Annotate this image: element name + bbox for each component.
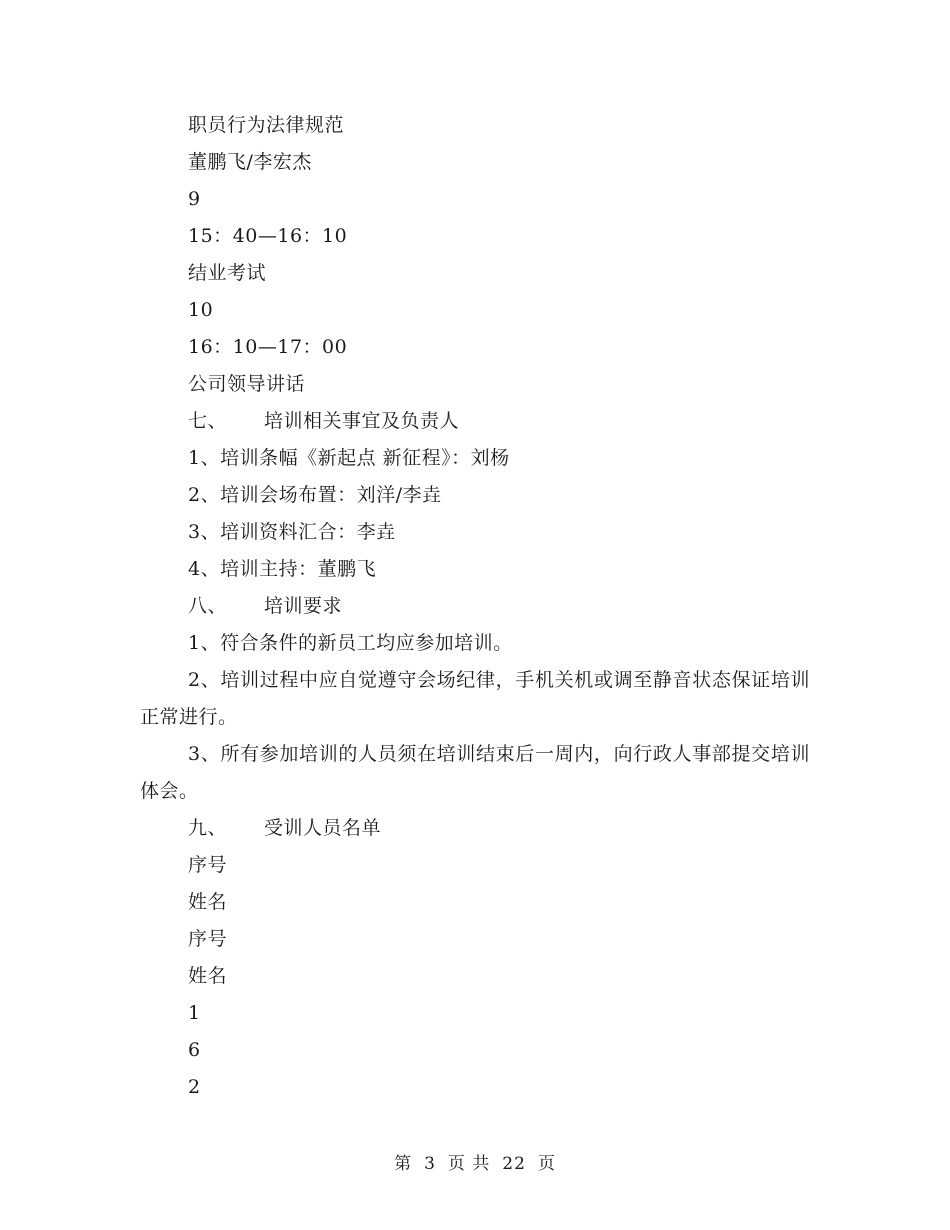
text-line: 10 bbox=[188, 299, 214, 321]
list-item: 2、培训会场布置：刘洋/李垚 bbox=[188, 484, 442, 506]
footer-prefix: 第 bbox=[394, 1154, 413, 1174]
text-line: 董鹏飞/李宏杰 bbox=[188, 151, 312, 173]
text-line: 9 bbox=[188, 188, 201, 210]
section-heading-8 bbox=[140, 588, 810, 625]
text-line: 结业考试 bbox=[188, 262, 267, 284]
list-item: 3、培训资料汇合：李垚 bbox=[188, 521, 396, 543]
section-heading-7 bbox=[140, 403, 810, 440]
section-title: 培训要求 bbox=[264, 595, 343, 617]
list-item: 6 bbox=[188, 1039, 201, 1061]
footer-total-pages: 22 bbox=[502, 1154, 526, 1174]
list-item: 序号 bbox=[188, 854, 228, 876]
text-line: 职员行为法律规范 bbox=[188, 114, 345, 136]
text-line: 16：10—17：00 bbox=[188, 336, 348, 358]
list-item: 序号 bbox=[188, 928, 228, 950]
section-title: 受训人员名单 bbox=[264, 817, 382, 839]
paragraph: 3、所有参加培训的人员须在培训结束后一周内，向行政人事部提交培训体会。 bbox=[140, 743, 810, 802]
list-item: 1、符合条件的新员工均应参加培训。 bbox=[188, 632, 513, 654]
section-number: 九、 bbox=[188, 817, 228, 839]
footer-suffix: 页 bbox=[537, 1154, 556, 1174]
list-item: 2 bbox=[188, 1076, 201, 1098]
section-number: 七、 bbox=[188, 410, 228, 432]
section-heading-9 bbox=[140, 810, 810, 847]
footer-mid: 页 共 bbox=[447, 1154, 491, 1174]
page-content bbox=[140, 107, 810, 1106]
section-title: 培训相关事宜及负责人 bbox=[264, 410, 460, 432]
list-item: 姓名 bbox=[188, 891, 228, 913]
paragraph: 2、培训过程中应自觉遵守会场纪律，手机关机或调至静音状态保证培训正常进行。 bbox=[140, 669, 810, 728]
footer-page-number: 3 bbox=[424, 1154, 436, 1174]
page-footer bbox=[0, 1152, 950, 1176]
text-line: 公司领导讲话 bbox=[188, 373, 306, 395]
section-number: 八、 bbox=[188, 595, 228, 617]
list-item: 4、培训主持：董鹏飞 bbox=[188, 558, 377, 580]
list-item: 1、培训条幅《新起点 新征程》：刘杨 bbox=[188, 447, 510, 469]
list-item: 1 bbox=[188, 1002, 201, 1024]
list-item: 姓名 bbox=[188, 965, 228, 987]
text-line: 15：40—16：10 bbox=[188, 225, 348, 247]
